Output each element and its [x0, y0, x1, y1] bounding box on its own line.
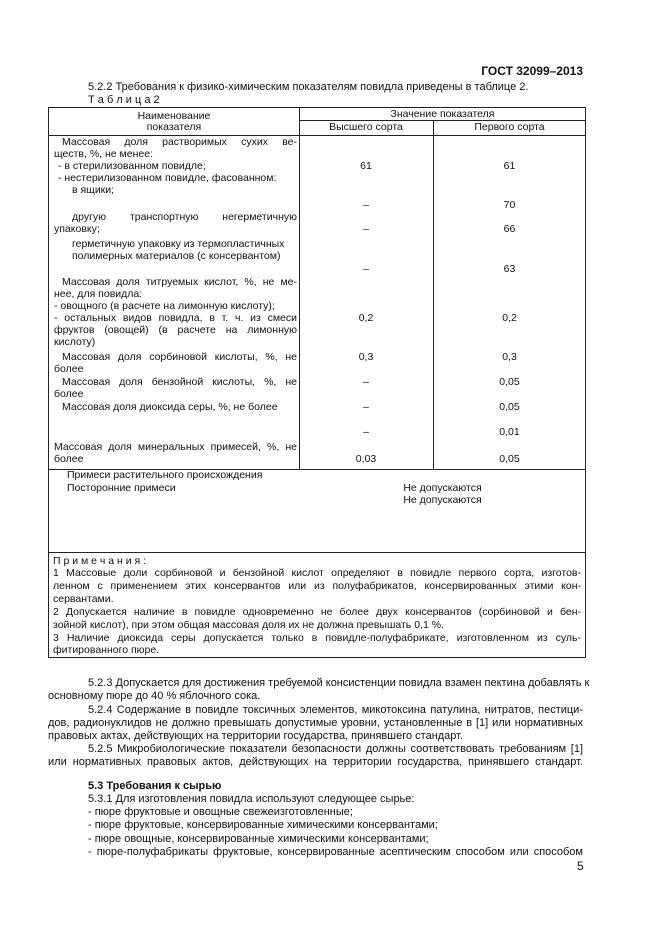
- row-label: - остальных видов повидла, в т. ч. из смеси: [54, 312, 297, 324]
- body-line: дов, радионуклидов не должно превышать допустимые уровни, установленные в [1] или нормативных: [48, 717, 583, 729]
- section-line: - пюре фруктовые, консервированные химическими консервантами;: [88, 819, 438, 832]
- row-label: - в стерилизованном повидле;: [58, 160, 206, 172]
- row-value-top: –: [363, 199, 369, 211]
- note-line: 1 Массовые доли сорбиновой и бензойной кислот определяют в повидле первого сорта, изготов-: [53, 567, 581, 579]
- row-value-first: 61: [503, 160, 516, 172]
- row-label: Массовая доля диоксида серы, %, не более: [62, 401, 278, 413]
- row-label: более: [54, 453, 84, 465]
- body-line: 5.2.3 Допускается для достижения требуемой консистенции повидла взамен пектина добавлять к: [88, 677, 590, 689]
- table-caption: Т а б л и ц а 2: [88, 94, 160, 106]
- note-line: зойной кислот), при этом общая массовая доля их не должна превышать 0,1 %.: [53, 618, 444, 631]
- row-value-first: 0,05: [499, 453, 520, 465]
- header-name-line-2: показателя: [146, 121, 202, 133]
- row-value-top: –: [363, 223, 369, 235]
- row-label: нее, для повидла:: [54, 288, 143, 300]
- header-value: Значение показателя: [390, 108, 495, 120]
- row-label: Массовая доля растворимых сухих ве-: [62, 136, 297, 148]
- note-line: 2 Допускается наличие в повидле одновременно не более двух консервантов (сорбиновой и бен-: [53, 605, 581, 618]
- row-label: герметичную упаковку из термопластичных: [72, 238, 285, 250]
- section-line: - пюре фруктовые и овощные свежеизготовленные;: [88, 806, 353, 819]
- row-label: ществ, %, не менее:: [54, 148, 154, 160]
- row-value-top: 61: [360, 160, 372, 172]
- row-label: - овощного (в расчете на лимонную кислоту);: [54, 300, 275, 312]
- row-value-top: 0,03: [355, 453, 377, 465]
- body-line: 5.2.5 Микробиологические показатели безопасности должны соответствовать требованиям [1]: [88, 743, 583, 755]
- body-line: основному пюре до 40 % яблочного сока.: [48, 690, 261, 702]
- header-first-grade: Первого сорта: [474, 121, 545, 133]
- impurity-foreign-label: Посторонние примеси: [67, 482, 176, 494]
- row-value-top: –: [363, 401, 369, 413]
- section-line: - пюре овощные, консервированные химическими консервантами;: [88, 832, 429, 845]
- row-value-top: –: [363, 263, 369, 275]
- row-label: другую транспортную негерметичную: [72, 211, 297, 223]
- note-line: сервантами.: [53, 592, 114, 605]
- row-label: упаковку;: [54, 223, 100, 235]
- not-allowed-value-1: Не допускаются: [403, 482, 482, 494]
- row-value-first: 0,2: [502, 312, 517, 324]
- row-value-top: 0,3: [358, 351, 374, 363]
- impurity-plant-label: Примеси растительного происхождения: [67, 469, 263, 481]
- note-line: фитированного пюре.: [53, 644, 160, 657]
- row-value-first: 63: [503, 263, 516, 275]
- note-line: ленном с применением этих консервантов или из полуфабрикатов, консервированных этими кон-: [53, 579, 581, 592]
- row-value-first: 0,3: [502, 351, 517, 363]
- row-label: Массовая доля сорбиновой кислоты, %, не: [62, 351, 297, 363]
- header-name-line-1: Наименование: [137, 110, 211, 122]
- page-number: 5: [577, 859, 584, 873]
- row-value-top: –: [363, 376, 369, 388]
- section-line: 5.3.1 Для изготовления повидла используют следующее сырье:: [88, 793, 415, 805]
- row-label: кислоту): [54, 336, 96, 348]
- section-heading: 5.3 Требования к сырью: [88, 780, 222, 792]
- header-top-grade: Высшего сорта: [329, 121, 403, 133]
- not-allowed-value-2: Не допускаются: [403, 494, 482, 506]
- row-value-first: 0,05: [499, 376, 520, 388]
- row-label: фруктов (овощей) (в расчете на лимонную: [54, 324, 297, 336]
- row-label: - нестерилизованном повидле, фасованном:: [58, 172, 277, 184]
- section-line: - пюре-полуфабрикаты фруктовые, консервированные асептическим способом или способом: [88, 845, 583, 858]
- row-value-top: –: [363, 426, 369, 438]
- row-label: Массовая доля бензойной кислоты, %, не: [62, 376, 297, 388]
- notes-title: П р и м е ч а н и я :: [53, 555, 147, 567]
- row-label: Массовая доля минеральных примесей, %, не: [54, 441, 297, 453]
- body-line: или нормативных правовых актов, действующих на территории государства, принявшего стандарт.: [48, 756, 583, 768]
- body-line: правовых актах, действующих на территории государства, принявшего стандарт.: [48, 730, 464, 742]
- row-value-first: 0,05: [499, 401, 520, 413]
- row-value-first: 66: [503, 223, 516, 235]
- body-line: 5.2.4 Содержание в повидле токсичных элементов, микотоксина патулина, нитратов, пестици-: [88, 704, 583, 716]
- document-code: ГОСТ 32099–2013: [481, 64, 583, 78]
- row-value-top: 0,2: [358, 312, 374, 324]
- row-label: в ящики;: [72, 184, 115, 196]
- note-line: 3 Наличие диоксида серы допускается только в повидле-полуфабрикате, изготовленном из суль-: [53, 631, 581, 644]
- row-label: Массовая доля титруемых кислот, %, не ме-: [62, 276, 297, 288]
- row-value-first: 0,01: [499, 426, 520, 438]
- row-value-first: 70: [503, 199, 516, 211]
- row-label: полимерных материалов (с консервантом): [72, 250, 281, 262]
- row-label: более: [54, 388, 84, 400]
- row-label: более: [54, 363, 84, 375]
- intro-line: 5.2.2 Требования к физико-химическим показателям повидла приведены в таблице 2.: [88, 81, 529, 93]
- data-table: [48, 107, 586, 658]
